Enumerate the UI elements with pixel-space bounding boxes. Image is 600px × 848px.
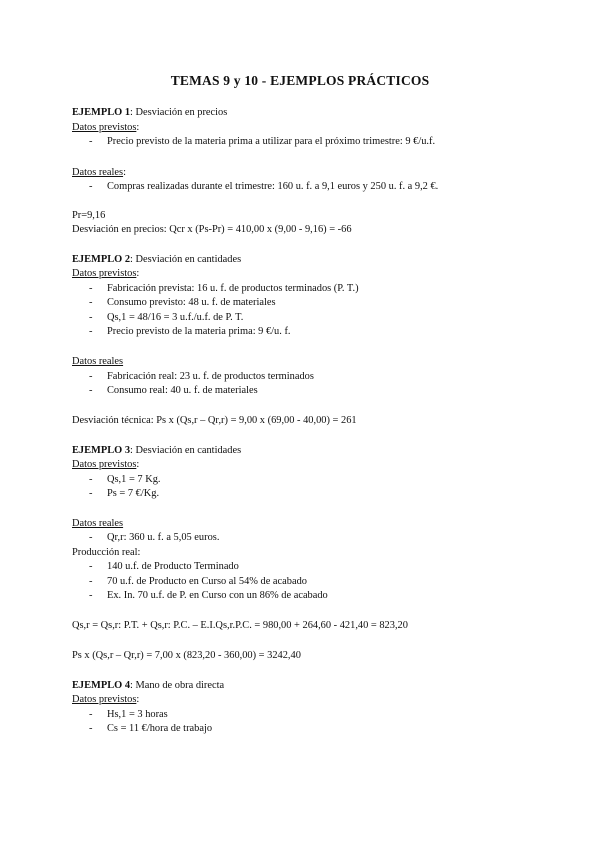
ejemplo-1-datos-previstos (72, 121, 139, 134)
bullet-dash: - (89, 283, 93, 294)
list-item-text: 140 u.f. de Producto Terminado (107, 561, 239, 572)
list-item-text: Consumo real: 40 u. f. de materiales (107, 385, 258, 396)
ejemplo-2-label: EJEMPLO 2 (72, 254, 131, 265)
list-item-text: Ex. In. 70 u.f. de P. en Curso con un 86% de acabado (107, 590, 328, 601)
datos-reales-label: Datos reales (72, 518, 124, 529)
bullet-dash: - (89, 488, 93, 499)
ejemplo-3-formula-1: Qs,r = Qs,r: P.T. + Qs,r: P.C. – E.I.Qs,r.P.C. = 980,00 + 264,60 - 421,40 = 823,20 (72, 620, 408, 631)
ejemplo-1-datos-reales (72, 166, 126, 179)
ejemplo-3-label: EJEMPLO 3 (72, 445, 131, 456)
ejemplo-2-datos-previstos (72, 267, 139, 280)
bullet-dash: - (89, 590, 93, 601)
ejemplo-1-desviacion: Desviación en precios: Qcr x (Ps-Pr) = 410,00 x (9,00 - 9,16) = -66 (72, 224, 352, 235)
colon: : (136, 694, 140, 705)
colon: : (136, 122, 140, 133)
ejemplo-3-title: : Desviación en cantidades (130, 445, 242, 456)
datos-reales-label: Datos reales (72, 356, 124, 367)
bullet-dash: - (89, 371, 93, 382)
ejemplo-4-heading (72, 679, 224, 692)
ejemplo-2-desviacion: Desviación técnica: Ps x (Qs,r – Qr,r) = 9,00 x (69,00 - 40,00) = 261 (72, 415, 357, 426)
bullet-dash: - (89, 297, 93, 308)
ejemplo-3-datos-reales (72, 517, 123, 530)
list-item-text: Compras realizadas durante el trimestre: 160 u. f. a 9,1 euros y 250 u. f. a 9,2 €. (107, 181, 439, 192)
ejemplo-1-label: EJEMPLO 1 (72, 107, 131, 118)
ejemplo-1-title: : Desviación en precios (130, 107, 228, 118)
datos-previstos-label: Datos previstos (72, 268, 137, 279)
ejemplo-3-produccion-real: Producción real: (72, 547, 141, 558)
bullet-dash: - (89, 474, 93, 485)
datos-previstos-label: Datos previstos (72, 694, 137, 705)
bullet-dash: - (89, 561, 93, 572)
list-item-text: Precio previsto de la materia prima a utilizar para el próximo trimestre: 9 €/u.f. (107, 136, 436, 147)
page-title: TEMAS 9 y 10 - EJEMPLOS PRÁCTICOS (170, 73, 430, 88)
colon: : (123, 167, 126, 178)
list-item-text: Qs,1 = 7 Kg. (107, 474, 161, 485)
list-item-text: Qs,1 = 48/16 = 3 u.f./u.f. de P. T. (107, 312, 244, 323)
list-item-text: 70 u.f. de Producto en Curso al 54% de acabado (107, 576, 307, 587)
colon: : (136, 268, 140, 279)
list-item-text: Fabricación prevista: 16 u. f. de productos terminados (P. T.) (107, 283, 359, 294)
bullet-dash: - (89, 576, 93, 587)
bullet-dash: - (89, 709, 93, 720)
list-item-text: Fabricación real: 23 u. f. de productos terminados (107, 371, 314, 382)
datos-previstos-label: Datos previstos (72, 459, 137, 470)
ejemplo-1-pr: Pr=9,16 (72, 210, 106, 221)
ejemplo-4-title: : Mano de obra directa (130, 680, 225, 691)
ejemplo-3-datos-previstos (72, 458, 139, 471)
list-item-text: Precio previsto de la materia prima: 9 €/u. f. (107, 326, 291, 337)
ejemplo-4-datos-previstos (72, 693, 139, 706)
ejemplo-4-label: EJEMPLO 4 (72, 680, 131, 691)
ejemplo-2-datos-reales (72, 355, 123, 368)
bullet-dash: - (89, 385, 93, 396)
ejemplo-1-heading (72, 106, 227, 119)
list-item-text: Ps = 7 €/Kg. (107, 488, 160, 499)
bullet-dash: - (89, 136, 93, 147)
datos-previstos-label: Datos previstos (72, 122, 137, 133)
ejemplo-2-title: : Desviación en cantidades (130, 254, 242, 265)
bullet-dash: - (89, 326, 93, 337)
bullet-dash: - (89, 723, 93, 734)
bullet-dash: - (89, 181, 93, 192)
bullet-dash: - (89, 532, 93, 543)
list-item-text: Consumo previsto: 48 u. f. de materiales (107, 297, 276, 308)
ejemplo-3-formula-2: Ps x (Qs,r – Qr,r) = 7,00 x (823,20 - 360,00) = 3242,40 (72, 650, 301, 661)
ejemplo-3-heading (72, 444, 241, 457)
list-item-text: Hs,1 = 3 horas (107, 709, 168, 720)
ejemplo-2-heading (72, 253, 241, 266)
bullet-dash: - (89, 312, 93, 323)
colon: : (136, 459, 140, 470)
list-item-text: Qr,r: 360 u. f. a 5,05 euros. (107, 532, 220, 543)
datos-reales-label: Datos reales (72, 167, 124, 178)
list-item-text: Cs = 11 €/hora de trabajo (107, 723, 213, 734)
